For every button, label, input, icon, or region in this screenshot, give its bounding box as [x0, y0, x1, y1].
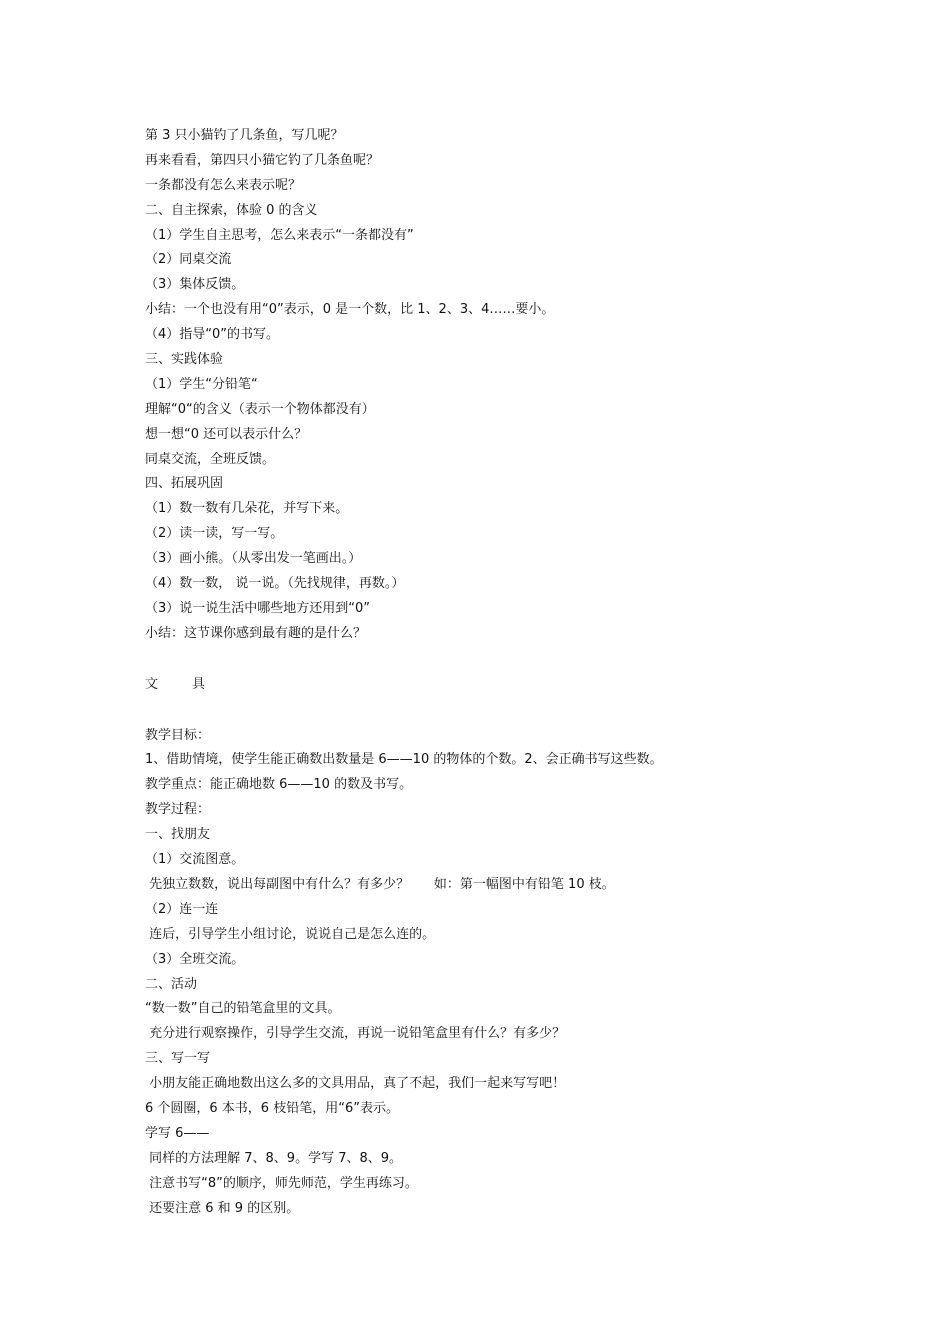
- text-line: 同样的方法理解 7、8、9。学写 7、8、9。: [145, 1150, 403, 1166]
- text-line: 连后，引导学生小组讨论，说说自己是怎么连的。: [145, 926, 436, 942]
- section-heading: 四、拓展巩固: [145, 476, 224, 492]
- text-line: （3）说一说生活中哪些地方还用到“0”: [145, 600, 371, 616]
- text-line: （1）学生“分铅笔“: [145, 376, 258, 392]
- lesson-title-char: 具: [192, 676, 206, 692]
- text-line: （3）全班交流。: [145, 951, 245, 967]
- text-line: “数一数”自己的铅笔盒里的文具。: [145, 1001, 341, 1017]
- text-line: 第 3 只小猫钓了几条鱼，写几呢？: [145, 128, 344, 143]
- text-line: （2）读一读，写一写。: [145, 526, 284, 542]
- document-body: [145, 124, 905, 1221]
- text-line: （3）集体反馈。: [145, 277, 245, 293]
- section-stationery-lesson: [145, 724, 905, 1222]
- text-line: 一条都没有怎么来表示呢？: [145, 177, 302, 193]
- text-line: 充分进行观察操作，引导学生交流，再说一说铅笔盒里有什么？有多少？: [145, 1026, 566, 1042]
- text-line: （4）指导“0”的书写。: [145, 327, 280, 343]
- spacer: [145, 698, 905, 724]
- text-line: （2）同桌交流: [145, 252, 232, 268]
- lesson-title-char: 文: [145, 676, 159, 692]
- text-line: （4）数一数， 说一说。（先找规律，再数。）: [145, 576, 405, 592]
- summary-line: 小结：一个也没有用“0”表示，0 是一个数，比 1、2、3、4……要小。: [145, 302, 555, 318]
- label-line: 教学过程：: [145, 802, 211, 818]
- section-zero-lesson: [145, 124, 905, 647]
- text-line: （3）画小熊。（从零出发一笔画出。）: [145, 551, 362, 567]
- lesson-title: [145, 673, 905, 698]
- text-line: 想一想“0 还可以表示什么？: [145, 426, 308, 442]
- text-line: 1、借助情境，使学生能正确数出数量是 6——10 的物体的个数。2、会正确书写这些数。: [145, 752, 663, 768]
- section-heading: 二、活动: [145, 976, 198, 992]
- section-heading: 一、找朋友: [145, 827, 211, 843]
- text-line: 注意书写“8”的顺序，师先师范，学生再练习。: [145, 1175, 418, 1191]
- text-line: （1）学生自主思考，怎么来表示“一条都没有”: [145, 227, 414, 243]
- spacer: [145, 647, 905, 673]
- text-line: （1）数一数有几朵花，并写下来。: [145, 501, 349, 517]
- text-line: （1）交流图意。: [145, 852, 245, 868]
- text-line: 教学重点：能正确地数 6——10 的数及书写。: [145, 777, 413, 793]
- text-line: 同桌交流，全班反馈。: [145, 451, 276, 467]
- section-heading: 三、实践体验: [145, 352, 224, 368]
- section-heading: 二、自主探索，体验 0 的含义: [145, 202, 318, 218]
- section-heading: 三、写一写: [145, 1051, 211, 1067]
- text-line: 学写 6——: [145, 1125, 210, 1141]
- label-line: 教学目标：: [145, 727, 211, 743]
- text-line: 先独立数数，说出每副图中有什么？有多少？ 如：第一幅图中有铅笔 10 枝。: [145, 876, 615, 892]
- text-line: 6 个圆圈，6 本书，6 枝铅笔，用“6”表示。: [145, 1100, 399, 1116]
- text-line: 小朋友能正确地数出这么多的文具用品，真了不起，我们一起来写写吧！: [145, 1076, 566, 1092]
- summary-line: 小结：这节课你感到最有趣的是什么？: [145, 625, 367, 641]
- text-line: 理解“0“的含义（表示一个物体都没有）: [145, 401, 375, 417]
- text-line: 再来看看，第四只小猫它钓了几条鱼呢？: [145, 152, 380, 168]
- text-line: 还要注意 6 和 9 的区别。: [145, 1200, 300, 1216]
- text-line: （2）连一连: [145, 901, 219, 917]
